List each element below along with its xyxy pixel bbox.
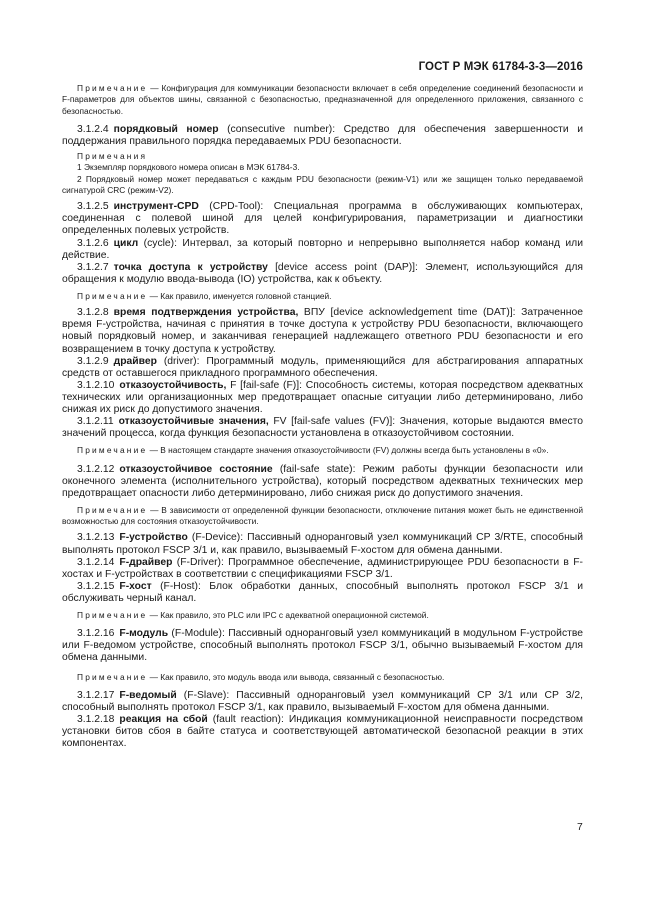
notes-heading-3-1-2-4	[62, 151, 583, 162]
term: цикл	[113, 237, 139, 249]
note-text: — В зависимости от определенной функции безопасности, отключение питания может быть не единственной возможностью для состояния отказоустойчивости.	[62, 504, 583, 527]
definition-text: (F-Slave): Пассивный одноранговый узел коммуникаций CP 3/1 или CP 3/2, способный выполнять протокол FSCP 3/1, как правило, вызываемый F-хостом для обмена данными.	[62, 689, 583, 713]
clause-number: 3.1.2.17	[77, 689, 115, 701]
clause-number: 3.1.2.10	[77, 379, 115, 391]
term: F-хост	[119, 580, 152, 592]
definition-3-1-2-11	[62, 416, 583, 440]
clause-number: 3.1.2.4	[77, 123, 109, 135]
term: инструмент-CPD	[113, 201, 199, 213]
term: F-устройство	[119, 532, 188, 544]
definition-3-1-2-13	[62, 532, 583, 556]
note-text: — Как правило, это PLC или IPC с адекватной операционной системой.	[147, 609, 429, 620]
definition-text: (fault reaction): Индикация коммуникационной неисправности посредством установки битов сбоя в байте статуса и соответствующей автоматической безопасной реакции в этих компонентах.	[62, 714, 583, 750]
term: реакция на сбой	[119, 714, 208, 726]
term: время подтверждения устройства,	[113, 307, 299, 319]
definition-text: ВПУ [device acknowledgement time (DAT)]: Затраченное время F-устройства, начиная с принятия в точке доступа к устройству PDU безопасности, включающего новый порядковый номер, и заканчивая генерацией надлежащего ответного PDU безопасности и его возвращением в точку доступа к устройству.	[62, 307, 583, 355]
standard-header: ГОСТ Р МЭК 61784-3-3—2016	[418, 61, 583, 73]
term: драйвер	[113, 355, 157, 367]
definition-text: [device access point (DAP)]: Элемент, использующийся для обращения к модулю ввода-вывода (IO) устройства, как к объекту.	[62, 261, 583, 285]
note-text: — В настоящем стандарте значения отказоустойчивости (FV) должны всегда быть установлены в «0».	[147, 445, 549, 456]
definition-text: (F-Host): Блок обработки данных, способный выполнять протокол FSCP 3/1 и обслуживать черный канал.	[62, 580, 583, 604]
clause-number: 3.1.2.18	[77, 714, 115, 726]
definition-text: (consecutive number): Средство для обеспечения завершенности и поддержания правильного порядка передаваемых PDU безопасности.	[62, 123, 583, 147]
clause-number: 3.1.2.14	[77, 556, 115, 568]
definition-3-1-2-12	[62, 464, 583, 500]
note-text: — Как правило, это модуль ввода или вывода, связанный с безопасностью.	[147, 671, 445, 682]
note-3-1-2-3	[62, 83, 583, 117]
clause-number: 3.1.2.12	[77, 463, 115, 475]
definition-text: (F-Device): Пассивный одноранговый узел коммуникаций CP 3/RTE, способный выполнять протокол FSCP 3/1 и, как правило, вызываемый F-хостом для обмена данными.	[62, 532, 583, 556]
clause-number: 3.1.2.13	[77, 532, 115, 544]
note-item-2: 2 Порядковый номер может передаваться с каждым PDU безопасности (режим-V1) или же защищен только передаваемой сигнатурой CRC (режим-V2).	[62, 173, 583, 195]
note-3-1-2-12	[62, 505, 583, 528]
definition-3-1-2-5	[62, 201, 583, 237]
page-number: 7	[577, 822, 583, 833]
note-3-1-2-11	[62, 445, 583, 456]
note-label: Примечание	[77, 504, 148, 515]
term: отказоустойчивое состояние	[119, 463, 273, 475]
clause-number: 3.1.2.8	[77, 307, 109, 319]
definition-3-1-2-15	[62, 581, 583, 605]
clause-number: 3.1.2.7	[77, 261, 109, 273]
definition-text: (cycle): Интервал, за который повторно и непрерывно выполняется набор команд или действие.	[62, 237, 583, 261]
definition-text: (F-Module): Пассивный одноранговый узел коммуникаций в модульном F-устройстве или F-ведомом устройстве, способный выполнять протокол FSCP 3/1, обычно вызываемый F-хостом для обмена данными.	[62, 628, 583, 664]
definition-text: F [fail-safe (F)]: Способность системы, которая посредством адекватных технических или организационных мер предотвращает опасные ситуации либо детерминировано, либо снижая их риск до допустимого значения.	[62, 379, 583, 415]
clause-number: 3.1.2.5	[77, 201, 109, 213]
definition-text: (F-Driver): Программное обеспечение, администрирующее PDU безопасности в F-хостах и F-устройствах в соответствии с спецификациями FSCP 3/1.	[62, 556, 583, 580]
term: F-модуль	[119, 628, 169, 640]
definition-3-1-2-7	[62, 262, 583, 286]
definition-3-1-2-16	[62, 628, 583, 664]
definition-3-1-2-6	[62, 238, 583, 262]
definition-3-1-2-4	[62, 124, 583, 148]
term: отказоустойчивость,	[119, 379, 227, 391]
note-label: Примечание	[77, 290, 148, 301]
clause-number: 3.1.2.9	[77, 355, 109, 367]
note-label: Примечание	[77, 445, 148, 456]
clause-number: 3.1.2.15	[77, 580, 115, 592]
note-label: Примечания	[77, 151, 148, 162]
note-label: Примечание	[77, 671, 148, 682]
note-item-1: 1 Экземпляр порядкового номера описан в МЭК 61784-3.	[77, 162, 300, 173]
definition-3-1-2-8	[62, 307, 583, 355]
definition-3-1-2-14	[62, 557, 583, 581]
term: отказоустойчивые значения,	[118, 416, 269, 428]
definition-3-1-2-10	[62, 380, 583, 416]
note-3-1-2-16	[62, 672, 583, 683]
note-3-1-2-15	[62, 610, 583, 621]
term: точка доступа к устройству	[113, 261, 268, 273]
clause-number: 3.1.2.11	[77, 416, 114, 428]
note-label: Примечание	[77, 83, 148, 93]
definition-3-1-2-9	[62, 356, 583, 380]
definition-text: (driver): Программный модуль, применяющийся для абстрагирования аппаратных средств от оставшегося прикладного программного обеспечения.	[62, 355, 583, 379]
note-3-1-2-7	[62, 291, 583, 302]
definition-text: (CPD-Tool): Специальная программа в обслуживающих компьютерах, соединенная с полевой шиной для целей конфигурирования, параметризации и диагностики определенных полевых устройств.	[62, 201, 583, 237]
definition-text: (fail-safe state): Режим работы функции безопасности или оконечного элемента (исполнительного устройства), который посредством адекватных технических мер предотвращает опасности либо детерминировано, либо снижая риск до допустимого значения.	[62, 463, 583, 499]
note-label: Примечание	[77, 609, 148, 620]
clause-number: 3.1.2.6	[77, 237, 109, 249]
definition-3-1-2-18	[62, 714, 583, 750]
term: порядковый номер	[113, 123, 219, 135]
note-text: — Как правило, именуется головной станцией.	[147, 290, 332, 301]
term: F-драйвер	[119, 556, 173, 568]
term: F-ведомый	[119, 689, 177, 701]
document-body	[62, 83, 583, 750]
note-text: — Конфигурация для коммуникации безопасности включает в себя определение соединений безопасности и F-параметров для объектов шины, связанной с безопасностью, предназначенной для определенного приложения, связанного с безопасностью.	[62, 83, 583, 116]
definition-text: FV [fail-safe values (FV)]: Значения, которые выдаются вместо значений процесса, когда функция безопасности установлена в отказоустойчивом состоянии.	[62, 416, 583, 440]
definition-3-1-2-17	[62, 690, 583, 714]
clause-number: 3.1.2.16	[77, 628, 115, 640]
